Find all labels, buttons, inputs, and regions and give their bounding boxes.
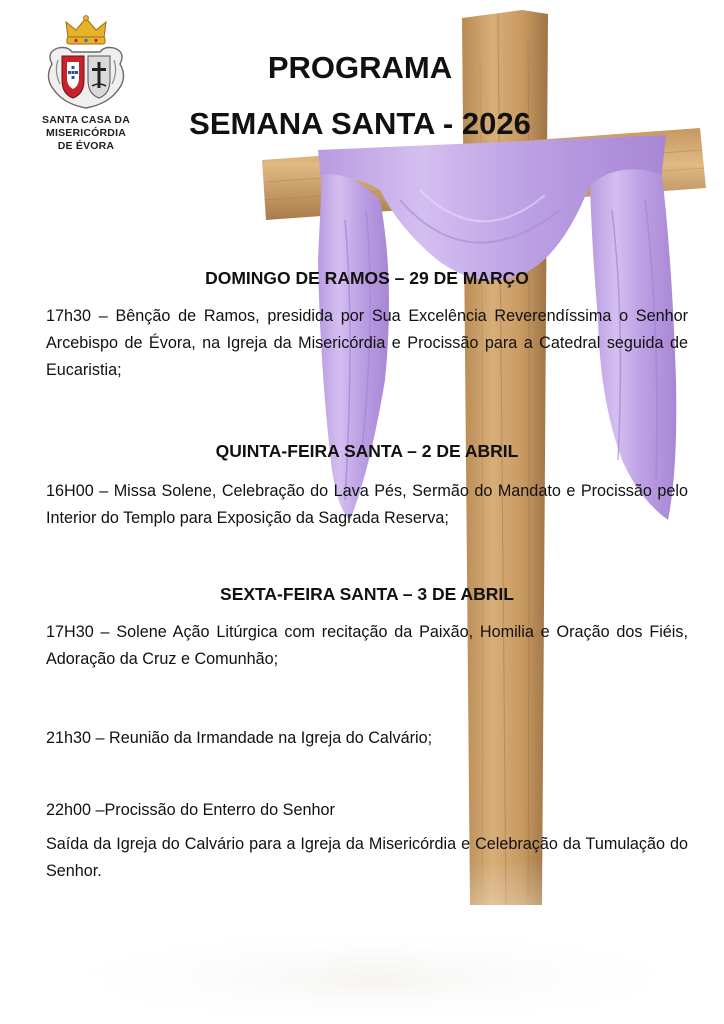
schedule-item-sexta-2130: 21h30 – Reunião da Irmandade na Igreja do Calvário; [46, 729, 433, 747]
section-heading-domingo-de-ramos: DOMINGO DE RAMOS – 29 DE MARÇO [205, 268, 529, 288]
schedule-item-quinta-1600: 16H00 – Missa Solene, Celebração do Lava Pés, Sermão do Mandato e Procissão pelo Interior do Templo para Exposição da Sagrada Reserva; [46, 482, 688, 527]
schedule-item-sexta-1730: 17H30 – Solene Ação Litúrgica com recitação da Paixão, Homilia e Oração dos Fiéis, Adoração da Cruz e Comunhão; [46, 623, 688, 668]
misericordia-logo [30, 12, 142, 153]
schedule-item-sexta-procession-details: Saída da Igreja do Calvário para a Igreja da Misericórdia e Celebração da Tumulação do Senhor. [46, 835, 688, 880]
schedule-item-sexta-2200: 22h00 –Procissão do Enterro do Senhor [46, 801, 335, 819]
logo-text-line-2: MISERICÓRDIA [46, 127, 126, 139]
page-title: PROGRAMA [267, 50, 453, 85]
schedule-item-domingo-1730: 17h30 – Bênção de Ramos, presidida por Sua Excelência Reverendíssima o Senhor Arcebispo de Évora, na Igreja da Misericórdia e Procissão para a Catedral seguida de Eucaristia; [46, 307, 688, 379]
page-subtitle: SEMANA SANTA - 2026 [189, 106, 531, 141]
section-heading-sexta-feira-santa: SEXTA-FEIRA SANTA – 3 DE ABRIL [220, 584, 514, 604]
logo-text-line-3: DE ÉVORA [57, 140, 115, 152]
coat-of-arms-icon [38, 12, 134, 112]
section-heading-quinta-feira-santa: QUINTA-FEIRA SANTA – 2 DE ABRIL [215, 441, 519, 461]
logo-text-line-1: SANTA CASA DA [42, 114, 130, 126]
